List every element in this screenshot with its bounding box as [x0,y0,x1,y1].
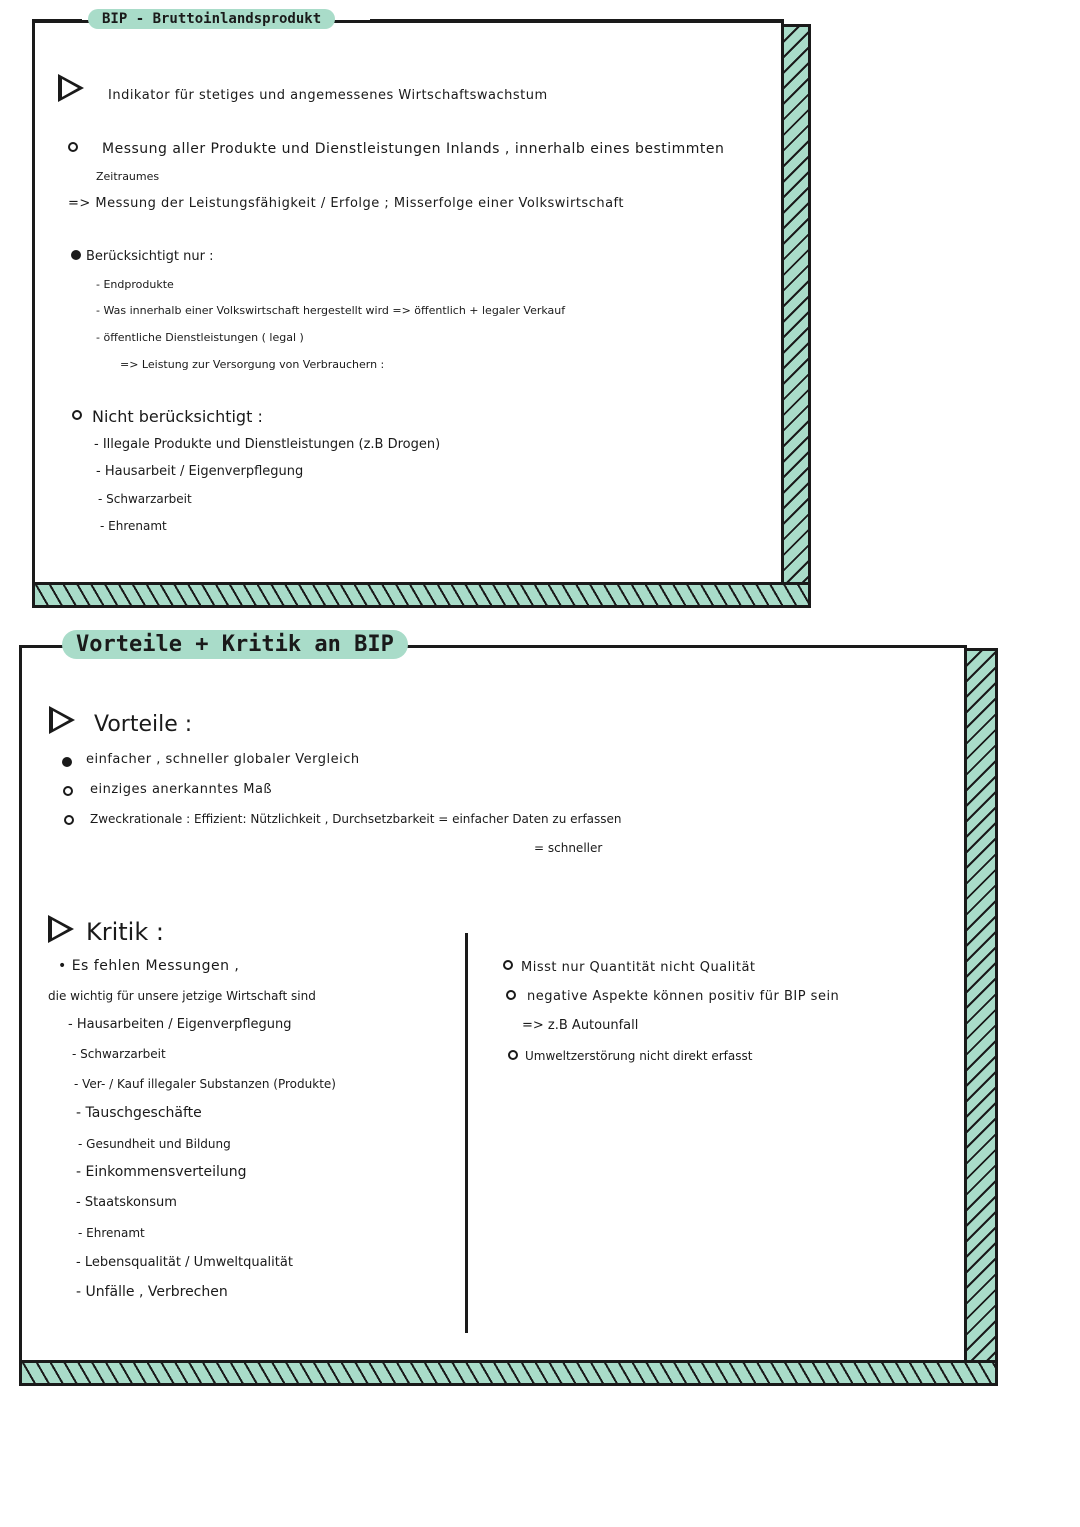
nicht-item: - Hausarbeit / Eigenverpflegung [96,464,304,479]
card1-depth-bottom [32,582,811,608]
nicht-item: - Illegale Produkte und Dienstleistungen (z.B Drogen) [94,437,441,452]
card1-title-line-right [370,19,784,22]
bullet-icon [508,1050,518,1060]
kritik-intro-1: • Es fehlen Messungen , [58,958,240,974]
vorteile-item: einfacher , schneller globaler Vergleich [86,752,360,767]
right-item: negative Aspekte können positiv für BIP sein [527,989,840,1004]
card1-depth-right [781,24,811,607]
bullet-icon [63,786,73,796]
bullet-icon [62,757,72,767]
card1-title-line-left [32,19,82,22]
kritik-item: - Gesundheit und Bildung [78,1137,231,1151]
messung-line-2: Zeitraumes [96,170,160,183]
bullet-icon [72,410,82,420]
vorteile-extra: = schneller [534,841,603,855]
vorteile-item: Zweckrationale : Effizient: Nützlichkeit , Durchsetzbarkeit = einfacher Daten zu erfassen [90,812,622,826]
vorteile-heading: Vorteile : [94,712,193,737]
beruecksichtigt-item: - Endprodukte [96,278,174,291]
nicht-item: - Schwarzarbeit [98,492,192,506]
kritik-item: - Schwarzarbeit [72,1047,166,1061]
column-divider [465,933,468,1333]
card2-depth-right [964,648,998,1385]
vorteile-item: einziges anerkanntes Maß [90,782,273,797]
bullet-icon [68,142,78,152]
right-item: => z.B Autounfall [522,1018,639,1033]
kritik-item: - Ver- / Kauf illegaler Substanzen (Produkte) [74,1077,336,1091]
bullet-icon [64,815,74,825]
kritik-heading: Kritik : [86,918,164,946]
nicht-item: - Ehrenamt [100,519,167,533]
right-item: Umweltzerstörung nicht direkt erfasst [525,1049,753,1063]
card2-title-line-right [430,645,967,648]
card2-title: Vorteile + Kritik an BIP [62,630,408,659]
arrow-line: => Messung der Leistungsfähigkeit / Erfolge ; Misserfolge einer Volkswirtschaft [68,196,624,211]
right-item: Misst nur Quantität nicht Qualität [521,960,756,975]
beruecksichtigt-item: - öffentliche Dienstleistungen ( legal ) [96,331,304,344]
bullet-icon [503,960,513,970]
kritik-item: - Hausarbeiten / Eigenverpflegung [68,1017,292,1032]
kritik-item: - Lebensqualität / Umweltqualität [76,1255,293,1270]
kritik-item: - Einkommensverteilung [76,1164,247,1180]
kritik-item: - Staatskonsum [76,1195,177,1210]
play-triangle-icon [48,915,74,943]
beruecksichtigt-item: - Was innerhalb einer Volkswirtschaft hergestellt wird => öffentlich + legaler Verkauf [96,304,566,317]
kritik-item: - Tauschgeschäfte [76,1105,202,1121]
nicht-label: Nicht berücksichtigt : [92,407,263,426]
kritik-item: - Ehrenamt [78,1226,145,1240]
play-triangle-icon [58,74,84,102]
beruecksichtigt-label: Berücksichtigt nur : [86,249,214,264]
leistung-line: => Leistung zur Versorgung von Verbrauchern : [120,358,385,371]
bullet-icon [506,990,516,1000]
card2-title-line-left [19,645,65,648]
card1-title: BIP - Bruttoinlandsprodukt [88,9,335,29]
kritik-intro-2: die wichtig für unsere jetzige Wirtschaft sind [48,989,316,1003]
bullet-icon [71,250,81,260]
play-triangle-icon [49,706,75,734]
card2-depth-bottom [19,1360,998,1386]
indicator-text: Indikator für stetiges und angemessenes Wirtschaftswachstum [108,88,548,103]
messung-line-1: Messung aller Produkte und Dienstleistungen Inlands , innerhalb eines bestimmten [102,141,725,157]
kritik-item: - Unfälle , Verbrechen [76,1284,228,1300]
